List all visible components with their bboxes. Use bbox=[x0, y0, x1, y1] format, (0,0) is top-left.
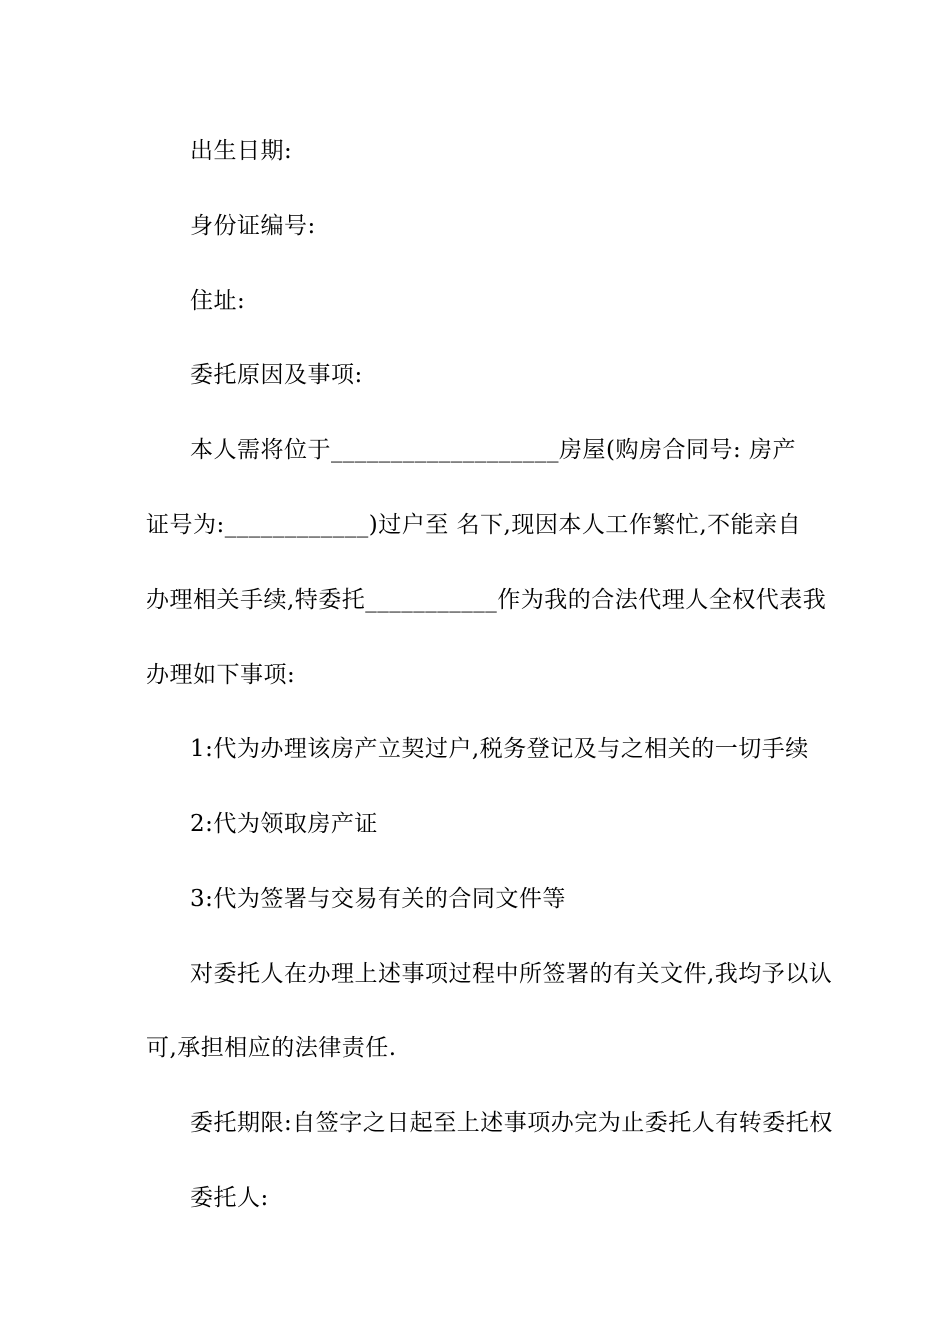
paragraph-line: 本人需将位于___________________房屋(购房合同号: 房产 bbox=[190, 437, 797, 463]
id-number-label: 身份证编号: bbox=[190, 213, 316, 239]
paragraph-line: 可,承担相应的法律责任. bbox=[146, 1035, 397, 1061]
paragraph-line: 办理相关手续,特委托___________作为我的合法代理人全权代表我 bbox=[146, 587, 827, 613]
paragraph-line: 对委托人在办理上述事项过程中所签署的有关文件,我均予以认 bbox=[190, 961, 833, 987]
paragraph-line: 证号为:____________)过户至 名下,现因本人工作繁忙,不能亲自 bbox=[146, 512, 802, 538]
address-label: 住址: bbox=[190, 288, 246, 314]
list-item: 3:代为签署与交易有关的合同文件等 bbox=[190, 886, 566, 912]
list-item: 2:代为领取房产证 bbox=[190, 811, 378, 837]
term-line: 委托期限:自签字之日起至上述事项办完为止委托人有转委托权 bbox=[190, 1110, 833, 1136]
paragraph-line: 办理如下事项: bbox=[146, 662, 296, 688]
birth-date-label: 出生日期: bbox=[190, 138, 293, 164]
reason-heading: 委托原因及事项: bbox=[190, 362, 363, 388]
list-item: 1:代为办理该房产立契过户,税务登记及与之相关的一切手续 bbox=[190, 736, 809, 762]
principal-signature-label: 委托人: bbox=[190, 1185, 269, 1211]
